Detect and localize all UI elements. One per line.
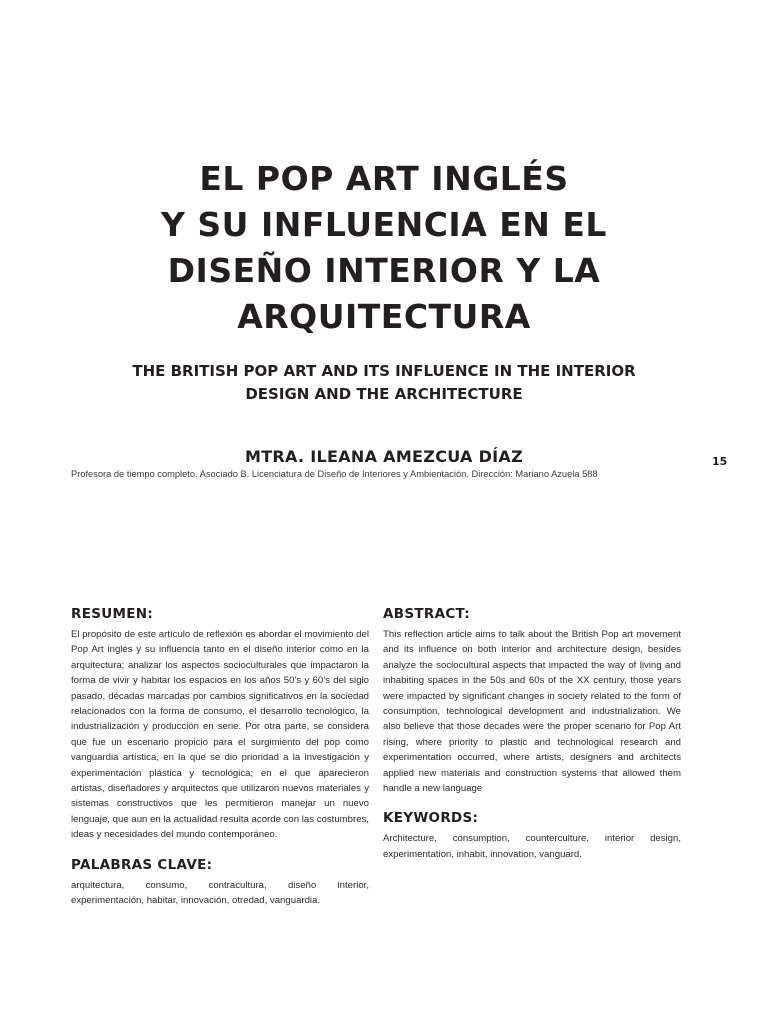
spanish-column [71,606,369,909]
abstract-heading: ABSTRACT: [383,606,470,622]
resumen-heading: RESUMEN: [71,606,154,622]
title-line-4: ARQUITECTURA [237,297,531,336]
title-line-2: Y SU INFLUENCIA EN EL [161,205,607,244]
palabras-clave-heading: PALABRAS CLAVE: [71,856,213,873]
article-title [90,156,678,340]
subtitle-line-2: DESIGN AND THE ARCHITECTURE [245,385,523,403]
article-subtitle [90,360,678,406]
english-column [383,606,681,862]
title-line-1: EL POP ART INGLÉS [199,159,569,198]
abstract-text: This reflection article aims to talk about the British Pop art movement and its influence on both interior and architecture design, besides analyze the sociocultural aspects that impacted the way of living and inhabiting spaces in the 50s and 60s of the XX century, those years were impacted by significant changes in society related to the form of consumption, technological development and industrialization. We also believe that those decades were the proper scenario for Pop Art rising, where priority to plastic and technological research and experimentation occurred, where artists, designers and architects applied new materials and construction systems that allowed them handle a new language [383,629,681,795]
keywords-heading: KEYWORDS: [383,810,479,827]
keywords-text: Architecture, consumption, counterculture, interior design, experimentation, inhabit, innovation, vanguard. [383,833,681,860]
palabras-clave-text: arquitectura, consumo, contracultura, diseño interior, experimentación, habitar, innovación, otredad, vanguardia. [71,879,369,907]
resumen-text: El propósito de este artículo de reflexión es abordar el movimiento del Pop Art inglés y su influencia tanto en el diseño interior como en la arquitectura; analizar los aspectos socioculturales que impactaron la forma de vivir y habitar los espacios en los años 50’s y 60’s del siglo pasado, décadas marcadas por cambios significativos en la sociedad relacionados con la forma de consumo, el desarrollo tecnológico, la industrialización y producción en serie. Por otra parte, se considera que fue un escenario propicio para el surgimiento del pop como vanguardia artística, en la que se dio prioridad a la investigación y experimentación plástica y tecnológica; en el que aparecieron artistas, diseñadores y arquitectos que utilizaron nuevos materiales y sistemas constructivos que les permitieron manejar un nuevo lenguaje, que aun en la actualidad resulta acorde con las costumbres, ideas y necesidades del mundo contemporáneo. [71,629,369,841]
page-number: 15 [712,455,728,468]
subtitle-line-1: THE BRITISH POP ART AND ITS INFLUENCE IN THE INTERIOR [132,362,636,380]
title-line-3: DISEÑO INTERIOR Y LA [167,251,601,290]
author-affiliation: Profesora de tiempo completo. Asociado B. Licenciatura de Diseño de Interiores y Ambientación. Dirección: Mariano Azuela 588 [71,469,598,479]
author-name: MTRA. ILEANA AMEZCUA DÍAZ [244,447,524,466]
